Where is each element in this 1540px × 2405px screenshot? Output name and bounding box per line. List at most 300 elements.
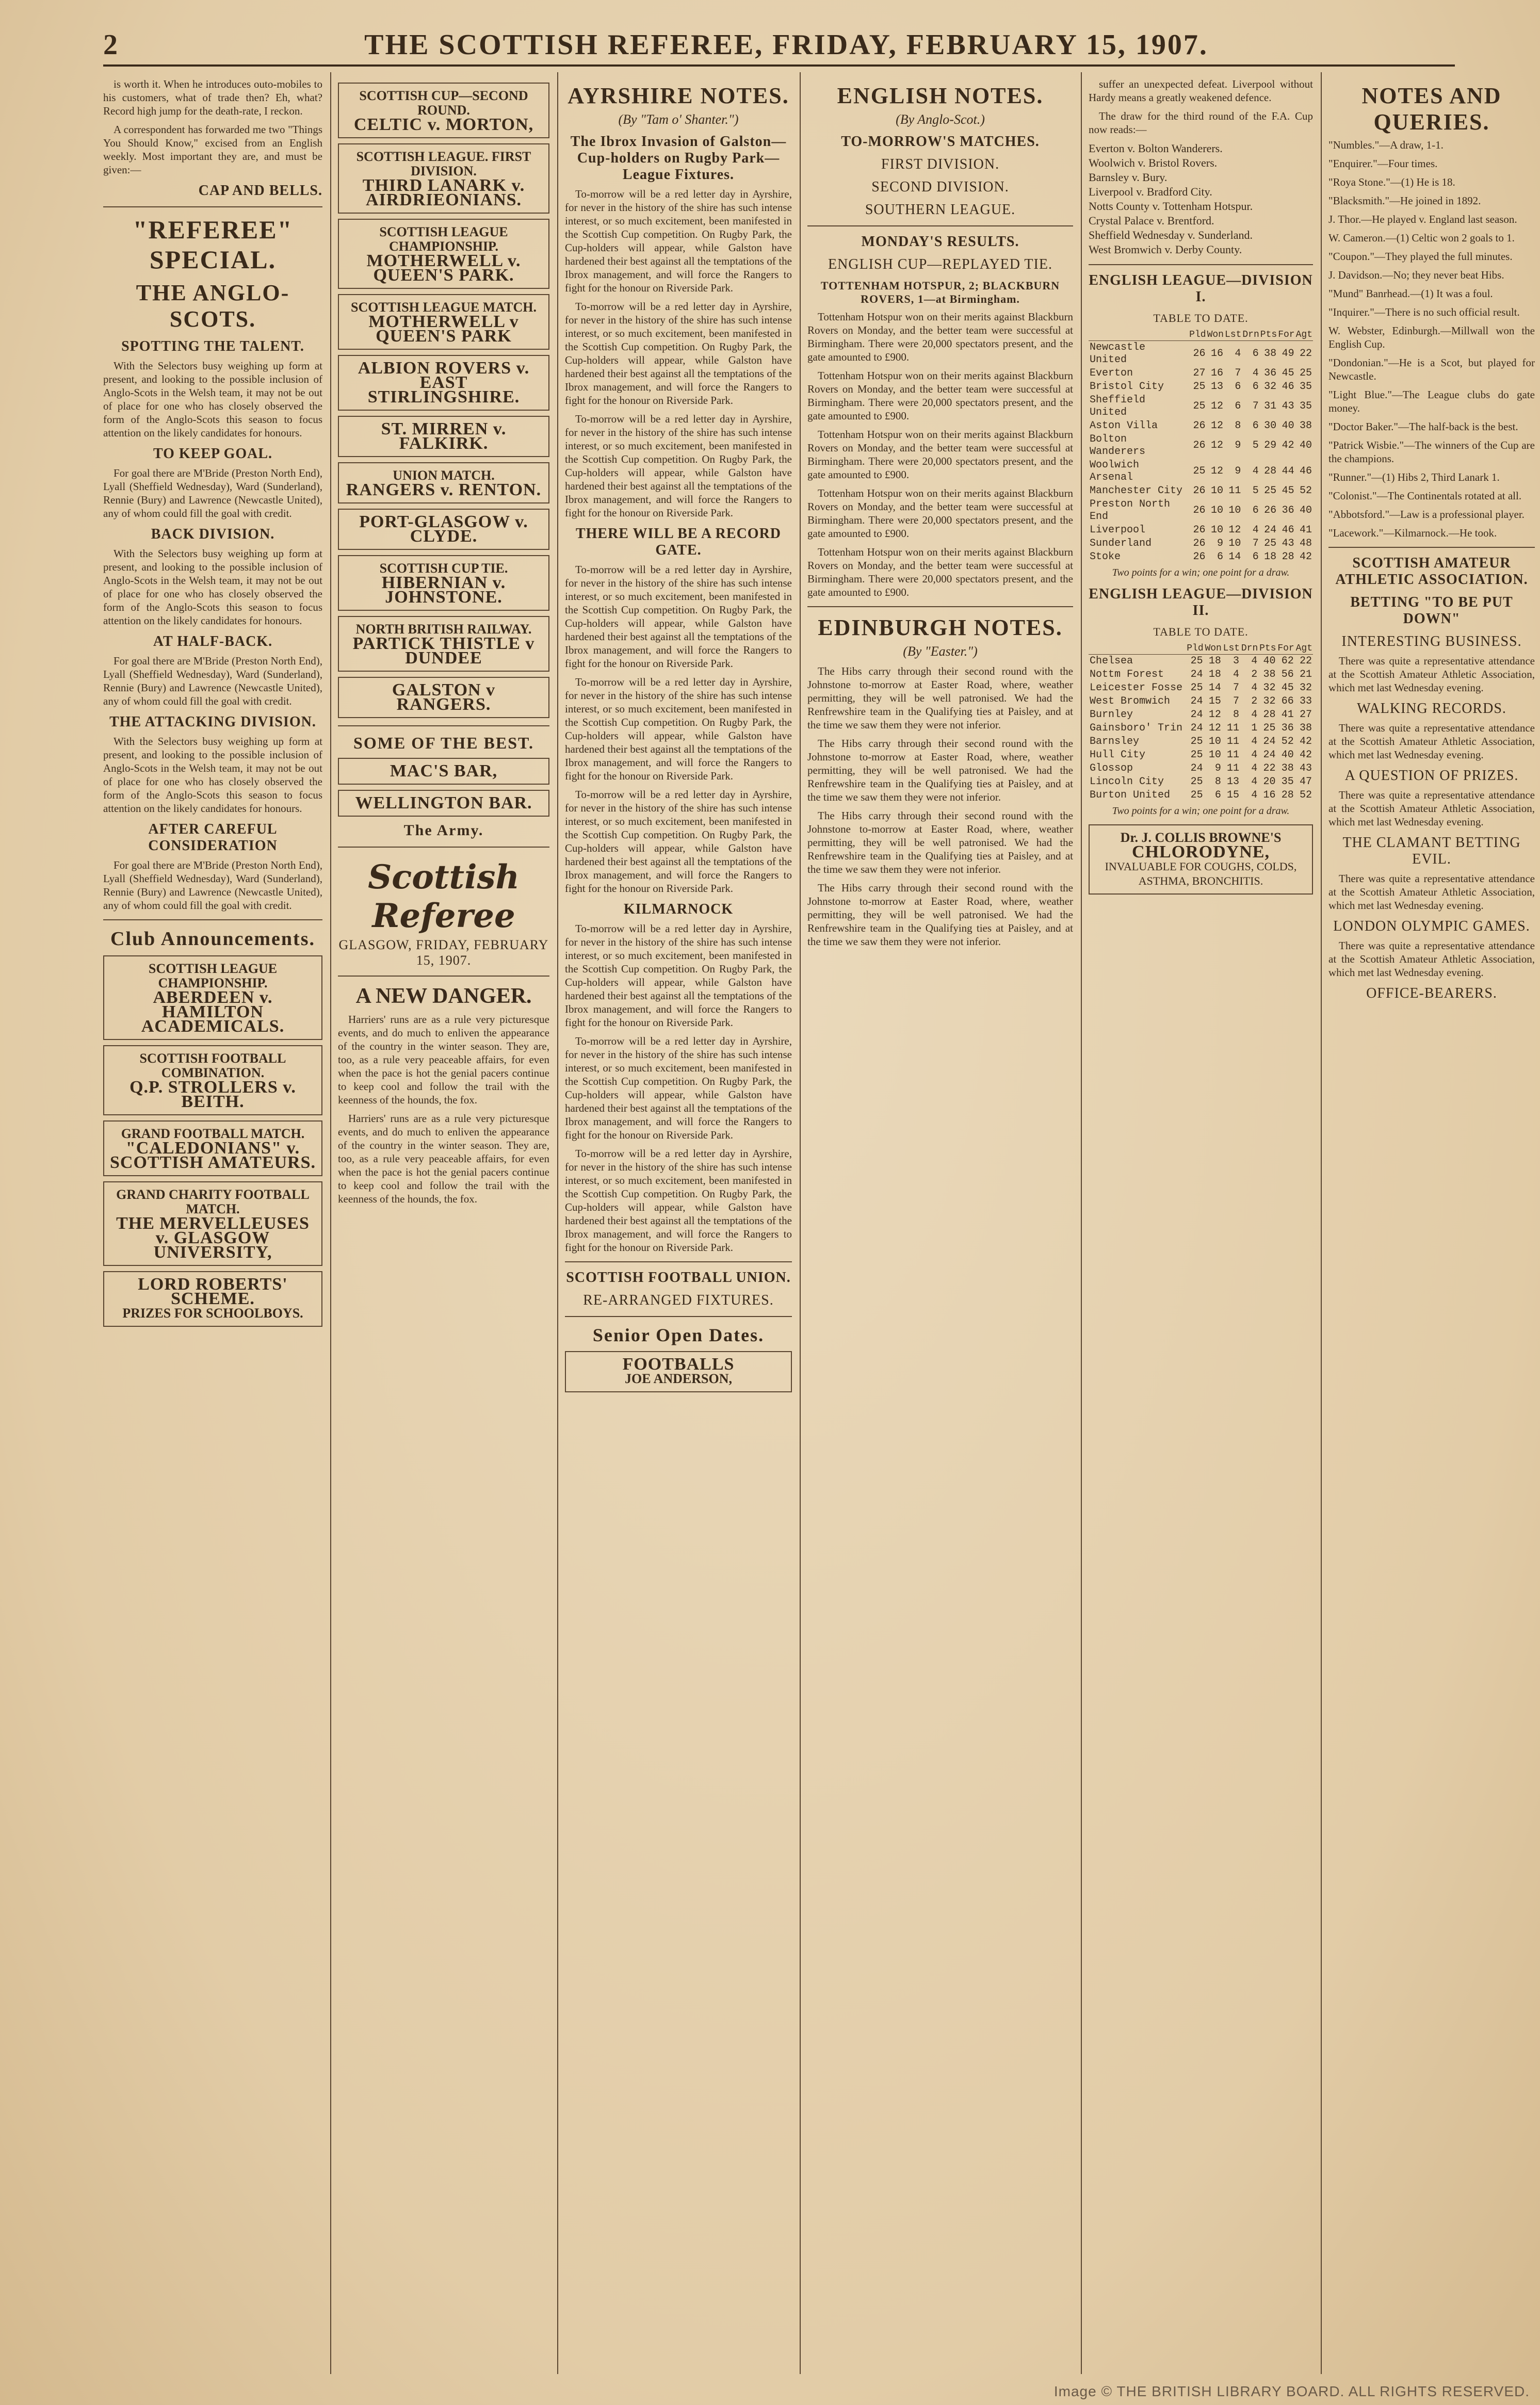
advert — [338, 355, 549, 411]
divider — [565, 1316, 792, 1317]
table-cell: 18 — [1264, 551, 1277, 563]
table-cell: 4 — [1251, 682, 1258, 694]
table-row — [1089, 668, 1313, 681]
table-cell: 12 — [1210, 465, 1223, 477]
table-cell: 52 — [1299, 789, 1312, 801]
query-answer: "Light Blue."—The League clubs do gate money. — [1328, 388, 1535, 414]
advert-title: LORD ROBERTS' SCHEME. — [138, 1275, 288, 1308]
table-cell: 5 — [1252, 440, 1259, 451]
table-cell: 7 — [1252, 538, 1259, 549]
table-cell: 9 — [1214, 762, 1221, 774]
article-paragraph: To-morrow will be a red letter day in Ayrshire, for never in the history of the shire has such intense interest, or so much excitement, been manifested in the Scottish Cup competition. On Rugby Park, the Cup-holders will appear, while Galston have hardened their best against all the temptations of the Ibrox management, and will force the Rangers to fight for the honour on Riverside Park. — [565, 1035, 792, 1141]
article-paragraph: To-morrow will be a red letter day in Ayrshire, for never in the history of the shire has such intense interest, or so much excitement, been manifested in the Scottish Cup competition. On Rugby Park, the Cup-holders will appear, while Galston have hardened their best against all the temptations of the Ibrox management, and will force the Rangers to fight for the honour on Riverside Park. — [565, 300, 792, 407]
table-cell: 25 — [1190, 776, 1203, 788]
table-row — [1089, 695, 1313, 708]
article-byline: (By Anglo-Scot.) — [896, 112, 985, 127]
table-cell: 26 — [1193, 420, 1206, 432]
advert-title: WELLINGTON BAR. — [355, 793, 532, 813]
article-paragraph: Tottenham Hotspur won on their merits against Blackburn Rovers on Monday, and the better team were successful at Birmingham. There were 20,000 spectators present, and the gate amounted to £900. — [807, 428, 1073, 481]
table-cell: 7 — [1233, 695, 1240, 707]
table-cell: 48 — [1299, 538, 1312, 549]
table-cell: 30 — [1264, 420, 1277, 432]
intro-paragraph: is worth it. When he introduces outo-mobiles to his customers, what of trade then? Eh, what? Record high jump for the death-rate, I reckon. — [103, 78, 322, 117]
draw-item: Crystal Palace v. Brentford. — [1089, 214, 1214, 227]
table-cell: 2 — [1251, 669, 1258, 680]
table-cell: Burnley — [1090, 709, 1133, 721]
table-cell: 18 — [1208, 669, 1221, 680]
article-paragraph: The Hibs carry through their second round with the Johnstone to-morrow at Easter Road, where, weather permitting, they will be well patronised. We had the Renfrewshire team in the Qualifying ties at Paisley, and at the time we saw them they were not inferior. — [807, 809, 1073, 875]
advert — [338, 462, 549, 503]
table-cell: Gainsboro' Trin — [1090, 722, 1183, 734]
correspondent-paragraph: A correspondent has forwarded me two "Things You Should Know," excised from an English weekly. Most important they are, and must be given:— — [103, 123, 322, 176]
table-cell: 32 — [1263, 682, 1276, 694]
table-row — [1089, 775, 1313, 789]
table-cell: 26 — [1193, 348, 1206, 360]
advert-teams: ALBION ROVERS v. EAST STIRLINGSHIRE. — [358, 359, 530, 407]
article-paragraph: For goal there are M'Bride (Preston North End), Lyall (Sheffield Wednesday), Ward (Sunderland), Rennie (Bury) and Lawrence (Newcastle United), any of whom could fill the goal with credit. — [103, 655, 322, 707]
advert-title: SCOTTISH CUP TIE. — [379, 561, 508, 576]
advert — [338, 294, 549, 350]
article-paragraph: Tottenham Hotspur won on their merits against Blackburn Rovers on Monday, and the better team were successful at Birmingham. There were 20,000 spectators present, and the gate amounted to £900. — [807, 487, 1073, 540]
advert-teams: HIBERNIAN v. JOHNSTONE. — [381, 573, 506, 607]
table-row — [1089, 681, 1313, 695]
divider — [1089, 264, 1313, 265]
table-cell: 10 — [1210, 505, 1223, 516]
column-rule — [1321, 72, 1322, 2374]
article-paragraph: There was quite a representative attendance at the Scottish Amateur Athletic Association, which met last Wednesday evening. — [1328, 722, 1535, 761]
table-cell: Nottm Forest — [1090, 669, 1164, 680]
draw-item: Barnsley v. Bury. — [1089, 171, 1168, 184]
divider — [565, 1261, 792, 1262]
table-cell: 11 — [1227, 722, 1240, 734]
table-cell: 11 — [1227, 749, 1240, 761]
table-cell: 24 — [1190, 695, 1203, 707]
table-cell: 29 — [1264, 440, 1277, 451]
table-cell: Aston Villa — [1090, 420, 1158, 432]
article-subtitle: SPOTTING THE TALENT. — [121, 338, 304, 354]
query-answer: "Coupon."—They played the full minutes. — [1328, 250, 1513, 263]
advert-subtitle: INVALUABLE FOR COUGHS, COLDS, ASTHMA, BRONCHITIS. — [1105, 860, 1297, 887]
table-cell: 13 — [1210, 381, 1223, 393]
table-cell: 3 — [1233, 655, 1240, 667]
advert-teams: ST. MIRREN v. FALKIRK. — [381, 419, 507, 453]
divider — [338, 976, 549, 977]
section-subhead: ENGLISH CUP—REPLAYED TIE. — [828, 256, 1052, 272]
copyright-notice: Image © THE BRITISH LIBRARY BOARD. ALL RIGHTS RESERVED. — [1053, 2383, 1530, 2399]
advert — [338, 790, 549, 817]
table-cell: 43 — [1299, 762, 1312, 774]
table-cell: 10 — [1210, 524, 1223, 536]
table-row — [1089, 419, 1313, 433]
table-row — [1089, 367, 1313, 380]
table-cell: 22 — [1299, 348, 1312, 360]
table-cell: 6 — [1252, 551, 1259, 563]
table-cell: Manchester City — [1090, 485, 1183, 497]
table-cell: 11 — [1227, 762, 1240, 774]
table-cell: 43 — [1282, 538, 1294, 549]
table-cell: 15 — [1208, 695, 1221, 707]
table-header-cell: Agt — [1295, 643, 1312, 654]
table-cell: 25 — [1193, 400, 1206, 412]
advert-teams: MOTHERWELL v QUEEN'S PARK — [368, 312, 519, 346]
query-answer: "Runner."—(1) Hibs 2, Third Lanark 1. — [1328, 471, 1500, 483]
table-cell: 45 — [1282, 367, 1294, 379]
advert-title: NORTH BRITISH RAILWAY. — [355, 622, 532, 637]
table-cell: 4 — [1252, 465, 1259, 477]
club-announcements-title: Club Announcements. — [110, 928, 315, 950]
query-answer: "Lacework."—Kilmarnock.—He took. — [1328, 527, 1497, 539]
table-cell: 6 — [1252, 420, 1259, 432]
table-cell: 24 — [1263, 736, 1276, 748]
article-paragraph: Tottenham Hotspur won on their merits against Blackburn Rovers on Monday, and the better team were successful at Birmingham. There were 20,000 spectators present, and the gate amounted to £900. — [807, 546, 1073, 598]
table-cell: 12 — [1228, 524, 1241, 536]
table-cell: 44 — [1282, 465, 1294, 477]
table-cell: Liverpool — [1090, 524, 1146, 536]
table-cell: 40 — [1263, 655, 1276, 667]
table-row — [1089, 789, 1313, 802]
advert — [103, 955, 322, 1040]
table-cell: 27 — [1299, 709, 1312, 721]
advert — [103, 1271, 322, 1327]
advert — [338, 555, 549, 611]
table-cell: 8 — [1235, 420, 1241, 432]
table-cell: 40 — [1282, 420, 1294, 432]
table-cell: 41 — [1281, 709, 1294, 721]
draw-item: Notts County v. Tottenham Hotspur. — [1089, 200, 1253, 213]
query-answer: "Mund" Banrhead.—(1) It was a foul. — [1328, 287, 1493, 300]
table-cell: 10 — [1208, 749, 1221, 761]
advert-title: FOOTBALLS — [622, 1355, 735, 1374]
query-answer: "Enquirer."—Four times. — [1328, 157, 1438, 170]
section-head: THERE WILL BE A RECORD GATE. — [575, 526, 782, 558]
table-cell: 22 — [1299, 655, 1312, 667]
table-cell: 46 — [1282, 381, 1294, 393]
article-byline: (By "Tam o' Shanter.") — [618, 112, 739, 127]
column-4 — [807, 77, 1073, 2373]
table-cell: 14 — [1208, 682, 1221, 694]
section-head: THE CLAMANT BETTING EVIL. — [1342, 835, 1521, 867]
advert-teams: PORT-GLASGOW v. CLYDE. — [359, 512, 528, 546]
table-cell: Preston North End — [1090, 498, 1171, 523]
draw-list — [1089, 141, 1313, 257]
advert-title: UNION MATCH. — [393, 468, 495, 483]
article-paragraph: suffer an unexpected defeat. Liverpool without Hardy means a greatly weakened defence. — [1089, 78, 1313, 104]
table-row — [1089, 380, 1313, 394]
table-cell: 24 — [1263, 749, 1276, 761]
advert — [338, 416, 549, 457]
table-subtitle: TABLE TO DATE. — [1153, 312, 1249, 324]
table-cell: 36 — [1281, 722, 1294, 734]
table-cell: 4 — [1251, 776, 1258, 788]
table-cell: 38 — [1263, 669, 1276, 680]
table-cell: 21 — [1299, 669, 1312, 680]
table-header-cell: Drn — [1242, 330, 1259, 340]
section-head: MONDAY'S RESULTS. — [861, 234, 1019, 250]
table-cell: West Bromwich — [1090, 695, 1171, 707]
table-cell: 9 — [1235, 465, 1241, 477]
draw-item: Woolwich v. Bristol Rovers. — [1089, 156, 1218, 169]
table-cell: 2 — [1251, 695, 1258, 707]
table-row — [1089, 524, 1313, 537]
article-paragraph: With the Selectors busy weighing up form at present, and looking to the possible inclusion of Anglo-Scots in the Welsh team, it may not be out of place for one who has closely observed the form of the Anglo-Scots this season to focus attention on the likely candidates for honours. — [103, 735, 322, 815]
table-cell: Glossop — [1090, 762, 1133, 774]
table-cell: 8 — [1233, 709, 1240, 721]
advert — [565, 1351, 792, 1392]
table-cell: 6 — [1217, 551, 1223, 563]
advert-title: SCOTTISH FOOTBALL COMBINATION. — [139, 1051, 286, 1080]
table-row — [1089, 394, 1313, 419]
article-title: NOTES AND QUERIES. — [1361, 83, 1502, 135]
section-head: WALKING RECORDS. — [1357, 701, 1506, 717]
article-paragraph: With the Selectors busy weighing up form at present, and looking to the possible inclusion of Anglo-Scots in the Welsh team, it may not be out of place for one who has closely observed the form of the Anglo-Scots this season to focus attention on the likely candidates for honours. — [103, 547, 322, 627]
table-cell: 7 — [1252, 400, 1259, 412]
article-paragraph: There was quite a representative attendance at the Scottish Amateur Athletic Association, which met last Wednesday evening. — [1328, 939, 1535, 979]
table-cell: 25 — [1190, 655, 1203, 667]
table-cell: 6 — [1235, 381, 1241, 393]
advert-teams: "CALEDONIANS" v. SCOTTISH AMATEURS. — [109, 1139, 316, 1172]
table-cell: 25 — [1190, 749, 1203, 761]
points-note: Two points for a win; one point for a draw. — [1112, 567, 1290, 578]
advert — [338, 509, 549, 550]
table-cell: 27 — [1193, 367, 1206, 379]
table-row — [1089, 484, 1313, 498]
table-cell: 25 — [1264, 485, 1277, 497]
column-3 — [565, 77, 792, 2373]
table-cell: 12 — [1210, 440, 1223, 451]
table-cell: 35 — [1299, 381, 1312, 393]
section-subhead: SOUTHERN LEAGUE. — [865, 202, 1016, 218]
table-cell: 45 — [1281, 682, 1294, 694]
table-header-cell: Agt — [1295, 330, 1312, 340]
section-head: AFTER CAREFUL CONSIDERATION — [148, 821, 278, 854]
query-answer: "Doctor Baker."—The half-back is the best. — [1328, 420, 1518, 433]
article-title: THE ANGLO-SCOTS. — [136, 280, 290, 332]
section-head: OFFICE-BEARERS. — [1366, 985, 1497, 1001]
table-cell: 9 — [1217, 538, 1223, 549]
query-answer: J. Davidson.—No; they never beat Hibs. — [1328, 269, 1504, 281]
table-cell: 16 — [1263, 789, 1276, 801]
table-cell: 12 — [1208, 722, 1221, 734]
table-cell: 24 — [1190, 722, 1203, 734]
table-cell: 38 — [1299, 722, 1312, 734]
article-paragraph: The Hibs carry through their second round with the Johnstone to-morrow at Easter Road, where, weather permitting, they will be well patronised. We had the Renfrewshire team in the Qualifying ties at Paisley, and at the time we saw them they were not inferior. — [807, 882, 1073, 948]
table-cell: 7 — [1235, 367, 1241, 379]
article-paragraph: The Hibs carry through their second round with the Johnstone to-morrow at Easter Road, where, weather permitting, they will be well patronised. We had the Renfrewshire team in the Qualifying ties at Paisley, and at the time we saw them they were not inferior. — [807, 737, 1073, 803]
table-cell: 41 — [1299, 524, 1312, 536]
editorial-paragraph: Harriers' runs are as a rule very picturesque events, and do much to enliven the appearance of the country in the winter season. They are, too, as a rule very peaceable affairs, for even when the pace is hot the genial pacers continue to keep cool and follow the trail with the keenness of the hounds, the fox. — [338, 1112, 549, 1205]
masthead — [103, 28, 1455, 67]
column-rule — [330, 72, 331, 2374]
article-title: EDINBURGH NOTES. — [818, 615, 1063, 640]
table-cell: 10 — [1210, 485, 1223, 497]
section-head: SCOTTISH FOOTBALL UNION. — [566, 1270, 791, 1286]
advert — [338, 616, 549, 672]
advert-title: SCOTTISH LEAGUE MATCH. — [351, 300, 537, 315]
table-cell: 32 — [1264, 381, 1277, 393]
points-note: Two points for a win; one point for a draw. — [1112, 805, 1290, 817]
advert — [338, 83, 549, 138]
table-cell: 28 — [1263, 709, 1276, 721]
table-cell: 28 — [1264, 465, 1277, 477]
advert-title: SCOTTISH LEAGUE CHAMPIONSHIP. — [379, 224, 508, 254]
table-cell: 46 — [1282, 524, 1294, 536]
table-cell: 6 — [1235, 400, 1241, 412]
table-cell: 26 — [1193, 538, 1206, 549]
table-cell: 4 — [1233, 669, 1240, 680]
table-cell: 6 — [1252, 348, 1259, 360]
query-answer: "Blacksmith."—He joined in 1892. — [1328, 194, 1481, 207]
table-cell: Woolwich Arsenal — [1090, 459, 1140, 483]
table-cell: 4 — [1235, 348, 1241, 360]
table-cell: 35 — [1281, 776, 1294, 788]
newspaper-title: THE SCOTTISH REFEREE, FRIDAY, FEBRUARY 15, 1907. — [364, 29, 1208, 61]
draw-item: Sheffield Wednesday v. Sunderland. — [1089, 229, 1253, 241]
result-line: TOTTENHAM HOTSPUR, 2; BLACKBURN ROVERS, 1—at Birmingham. — [820, 279, 1060, 305]
section-head: AT HALF-BACK. — [153, 633, 273, 649]
table-cell: 31 — [1264, 400, 1277, 412]
advert-teams: THE MERVELLEUSES v. GLASGOW UNIVERSITY, — [116, 1214, 310, 1262]
table-cell: 12 — [1208, 709, 1221, 721]
column-6 — [1328, 77, 1535, 2373]
table-cell: 46 — [1299, 465, 1312, 477]
advert-title: SCOTTISH LEAGUE CHAMPIONSHIP. — [148, 961, 278, 990]
table-header-cell: Drn — [1241, 643, 1258, 654]
table-cell: 47 — [1299, 776, 1312, 788]
column-rule — [1081, 72, 1082, 2374]
table-row — [1089, 762, 1313, 775]
query-answer: J. Thor.—He played v. England last season. — [1328, 213, 1517, 225]
table-cell: 11 — [1227, 736, 1240, 748]
article-paragraph: To-morrow will be a red letter day in Ayrshire, for never in the history of the shire has such intense interest, or so much excitement, been manifested in the Scottish Cup competition. On Rugby Park, the Cup-holders will appear, while Galston have hardened their best against all the temptations of the Ibrox management, and will force the Rangers to fight for the honour on Riverside Park. — [565, 788, 792, 895]
divider — [103, 206, 322, 207]
article-subtitle: BETTING "TO BE PUT DOWN" — [1350, 594, 1513, 627]
table-cell: 42 — [1299, 749, 1312, 761]
editorial-title: A NEW DANGER. — [355, 984, 532, 1008]
advert — [338, 219, 549, 289]
table-cell: 26 — [1193, 485, 1206, 497]
table-row — [1089, 537, 1313, 550]
section-head: LONDON OLYMPIC GAMES. — [1333, 918, 1530, 934]
table-cell: Bolton Wanderers — [1090, 433, 1146, 458]
table-header-cell — [1089, 329, 1189, 341]
table-row — [1089, 708, 1313, 722]
table-cell: 36 — [1282, 505, 1294, 516]
table-cell: 8 — [1214, 776, 1221, 788]
table-cell: Leicester Fosse — [1090, 682, 1183, 694]
table-header-cell: For — [1277, 643, 1294, 654]
article-paragraph: The Hibs carry through their second round with the Johnstone to-morrow at Easter Road, where, weather permitting, they will be well patronised. We had the Renfrewshire team in the Qualifying ties at Paisley, and at the time we saw them they were not inferior. — [807, 665, 1073, 731]
table-header-cell: Pts — [1259, 643, 1276, 654]
table-title: ENGLISH LEAGUE—DIVISION I. — [1089, 272, 1313, 305]
article-paragraph: For goal there are M'Bride (Preston North End), Lyall (Sheffield Wednesday), Ward (Sunderland), Rennie (Bury) and Lawrence (Newcastle United), any of whom could fill the goal with credit. — [103, 467, 322, 519]
advert-title: Dr. J. COLLIS BROWNE'S — [1120, 830, 1282, 845]
table-cell: 10 — [1228, 538, 1241, 549]
table-subtitle: TABLE TO DATE. — [1153, 625, 1249, 638]
table-row — [1089, 433, 1313, 459]
table-cell: 42 — [1282, 440, 1294, 451]
section-subhead: SECOND DIVISION. — [871, 179, 1009, 195]
table-cell: 25 — [1264, 538, 1277, 549]
advert-title: SCOTTISH LEAGUE. FIRST DIVISION. — [356, 149, 531, 178]
advert-title: GRAND CHARITY FOOTBALL MATCH. — [116, 1187, 310, 1216]
divider — [807, 606, 1073, 607]
table-row — [1089, 722, 1313, 735]
table-cell: 25 — [1193, 381, 1206, 393]
article-paragraph: There was quite a representative attendance at the Scottish Amateur Athletic Association, which met last Wednesday evening. — [1328, 655, 1535, 694]
table-cell: Hull City — [1090, 749, 1146, 761]
table-cell: 24 — [1190, 709, 1203, 721]
league-table-division-2 — [1089, 643, 1313, 802]
advert-subtitle: JOE ANDERSON, — [624, 1371, 733, 1386]
table-cell: 66 — [1281, 695, 1294, 707]
queries-list — [1328, 138, 1535, 540]
column-5 — [1089, 77, 1313, 2373]
section-head: Senior Open Dates. — [592, 1325, 765, 1345]
column-rule — [557, 72, 558, 2374]
advert — [338, 758, 549, 785]
query-answer: "Colonist."—The Continentals rotated at all. — [1328, 490, 1522, 502]
article-paragraph: To-morrow will be a red letter day in Ayrshire, for never in the history of the shire has such intense interest, or so much excitement, been manifested in the Scottish Cup competition. On Rugby Park, the Cup-holders will appear, while Galston have hardened their best against all the temptations of the Ibrox management, and will force the Rangers to fight for the honour on Riverside Park. — [565, 188, 792, 294]
table-cell: 11 — [1228, 485, 1241, 497]
table-cell: 22 — [1263, 762, 1276, 774]
table-cell: Newcastle United — [1090, 342, 1146, 366]
column-2 — [338, 77, 549, 2373]
divider — [807, 225, 1073, 226]
table-cell: 52 — [1299, 485, 1312, 497]
column-1 — [103, 77, 322, 2373]
table-cell: 9 — [1235, 440, 1241, 451]
table-cell: Barnsley — [1090, 736, 1140, 748]
table-header-cell: Pts — [1260, 330, 1277, 340]
article-paragraph: Tottenham Hotspur won on their merits against Blackburn Rovers on Monday, and the better team were successful at Birmingham. There were 20,000 spectators present, and the gate amounted to £900. — [807, 311, 1073, 363]
page-number: 2 — [103, 29, 118, 61]
advert — [338, 143, 549, 214]
article-paragraph: To-morrow will be a red letter day in Ayrshire, for never in the history of the shire has such intense interest, or so much excitement, been manifested in the Scottish Cup competition. On Rugby Park, the Cup-holders will appear, while Galston have hardened their best against all the temptations of the Ibrox management, and will force the Rangers to fight for the honour on Riverside Park. — [565, 922, 792, 1029]
table-row — [1089, 550, 1313, 564]
section-subhead: RE-ARRANGED FIXTURES. — [583, 1292, 774, 1308]
editorial-paragraph: Harriers' runs are as a rule very picturesque events, and do much to enliven the appearance of the country in the winter season. They are, too, as a rule very peaceable affairs, for even when the pace is hot the genial pacers continue to keep cool and follow the trail with the keenness of the hounds, the fox. — [338, 1013, 549, 1106]
query-answer: "Dondonian."—He is a Scot, but played for Newcastle. — [1328, 356, 1535, 382]
table-header-cell: Pld — [1187, 643, 1204, 654]
table-cell: 24 — [1264, 524, 1277, 536]
table-cell: 25 — [1263, 722, 1276, 734]
advert — [103, 1120, 322, 1176]
article-paragraph: There was quite a representative attendance at the Scottish Amateur Athletic Association, which met last Wednesday evening. — [1328, 789, 1535, 828]
table-cell: 7 — [1233, 682, 1240, 694]
article-paragraph: To-morrow will be a red letter day in Ayrshire, for never in the history of the shire has such intense interest, or so much excitement, been manifested in the Scottish Cup competition. On Rugby Park, the Cup-holders will appear, while Galston have hardened their best against all the temptations of the Ibrox management, and will force the Rangers to fight for the honour on Riverside Park. — [565, 563, 792, 670]
article-title: AYRSHIRE NOTES. — [568, 83, 789, 108]
query-answer: "Abbotsford."—Law is a professional player. — [1328, 508, 1525, 521]
table-cell: 28 — [1282, 551, 1294, 563]
section-head: A QUESTION OF PRIZES. — [1344, 768, 1519, 784]
table-cell: 1 — [1251, 722, 1258, 734]
advert-teams: MOTHERWELL v. QUEEN'S PARK. — [366, 251, 521, 285]
table-cell: 56 — [1281, 669, 1294, 680]
table-cell: 40 — [1299, 440, 1312, 451]
section-head: BACK DIVISION. — [151, 526, 275, 542]
table-cell: 4 — [1252, 367, 1259, 379]
table-cell: 45 — [1282, 485, 1294, 497]
query-answer: W. Cameron.—(1) Celtic won 2 goals to 1. — [1328, 232, 1515, 244]
table-cell: 10 — [1228, 505, 1241, 516]
section-head: TO KEEP GOAL. — [153, 446, 273, 462]
draw-item: Everton v. Bolton Wanderers. — [1089, 142, 1223, 155]
table-row — [1089, 735, 1313, 749]
advert-teams: RANGERS v. RENTON. — [346, 480, 542, 499]
table-cell: 25 — [1193, 465, 1206, 477]
section-head: The Army. — [403, 822, 484, 839]
table-cell: 24 — [1190, 669, 1203, 680]
